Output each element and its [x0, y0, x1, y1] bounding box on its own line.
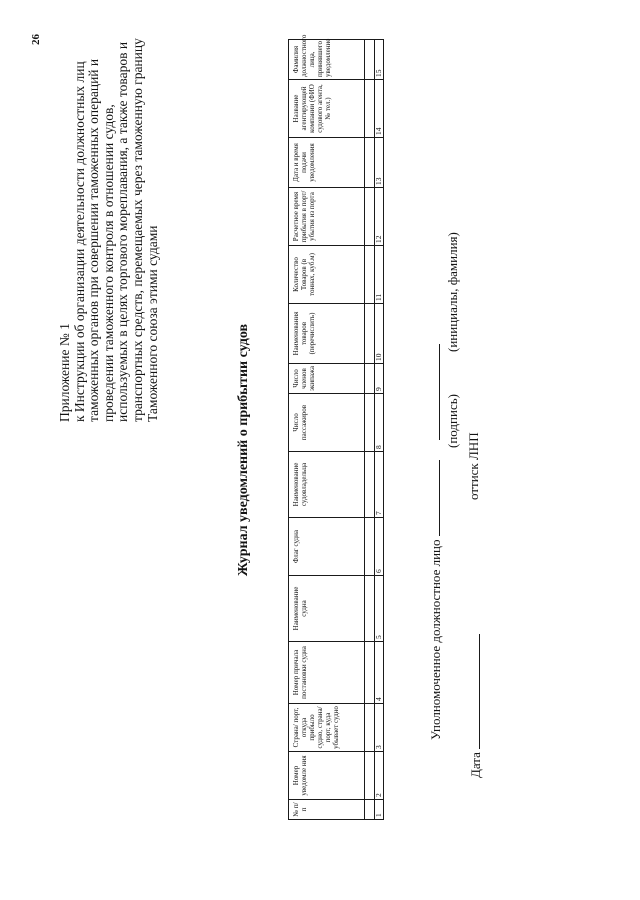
date-blank [468, 634, 480, 749]
column-header: Номер причала постановки судна [289, 642, 365, 704]
column-number-row [375, 40, 384, 820]
table-cell [365, 394, 375, 452]
column-header: Флаг судна [289, 518, 365, 576]
table-row [365, 40, 375, 820]
column-header: Дата и время подачи уведомления [289, 138, 365, 188]
appendix-line: Таможенного союза этими судами [144, 225, 160, 422]
name-caption: (инициалы, фамилия) [445, 232, 460, 352]
date-line [468, 634, 484, 778]
appendix-line: к Инструкции об организации деятельности должностных лиц [71, 61, 87, 422]
appendix-line: транспортных средств, перемещаемых через таможенную границу [129, 38, 145, 422]
column-number: 6 [375, 518, 384, 576]
column-header: Наименование судна [289, 576, 365, 642]
appendix-block [58, 38, 160, 422]
column-header: Число членов экипажа [289, 364, 365, 394]
column-number: 1 [375, 800, 384, 820]
column-header: Фамилия должностного лица, принявшего уведомление [289, 40, 365, 80]
table-cell [365, 246, 375, 304]
table-cell [365, 364, 375, 394]
column-number: 10 [375, 304, 384, 364]
appendix-line: таможенных органов при совершении таможенных операций и [86, 58, 102, 422]
column-number: 15 [375, 40, 384, 80]
table-cell [365, 752, 375, 800]
column-header: Номер уведомле ния [289, 752, 365, 800]
column-number: 12 [375, 188, 384, 246]
table-cell [365, 304, 375, 364]
table-cell [365, 576, 375, 642]
official-label: Уполномоченное должностное лицо [428, 539, 443, 740]
table-cell [365, 518, 375, 576]
table-cell [365, 80, 375, 138]
name-blank [428, 344, 440, 440]
table-header-row [289, 40, 365, 820]
table-cell [365, 704, 375, 752]
signature-line [428, 344, 444, 740]
column-number: 14 [375, 80, 384, 138]
appendix-line: Приложение № 1 [57, 323, 72, 422]
stamp-label: оттиск ЛНП [466, 432, 481, 500]
column-number: 4 [375, 642, 384, 704]
appendix-line: используемых в целях торгового мореплавания, а также товаров и [115, 41, 131, 422]
table-cell [365, 452, 375, 518]
column-header: Число пассажиров [289, 394, 365, 452]
table-cell [365, 800, 375, 820]
column-header: № п/п [289, 800, 365, 820]
column-header: Расчетное время прибытия в порт/ убытия из порта [289, 188, 365, 246]
journal-title: Журнал уведомлений о прибытии судов [236, 323, 251, 577]
column-header: Наименование судовладельца [289, 452, 365, 518]
table-cell [365, 642, 375, 704]
date-label: Дата [468, 752, 483, 778]
appendix-line: проведении таможенного контроля в отношении судов, [100, 104, 116, 422]
signature-caption: (подпись) [445, 394, 460, 448]
column-number: 11 [375, 246, 384, 304]
column-number: 2 [375, 752, 384, 800]
column-header: Название агентирующей компании (ФИО судового агента, № тел.) [289, 80, 365, 138]
column-number: 5 [375, 576, 384, 642]
column-number: 13 [375, 138, 384, 188]
column-number: 3 [375, 704, 384, 752]
signature-blank [428, 460, 440, 536]
column-header: Наименования товаров (перечислить) [289, 304, 365, 364]
page-number: 26 [30, 34, 42, 45]
journal-table [288, 34, 384, 820]
column-header: Страна/ порт, откуда прибыло судно, страна/ порт, куда убывает судно [289, 704, 365, 752]
table-cell [365, 138, 375, 188]
column-number: 8 [375, 394, 384, 452]
spacer [429, 443, 440, 457]
column-number: 7 [375, 452, 384, 518]
column-header: Количество Товаров (в тоннах, куб.м) [289, 246, 365, 304]
table-cell [365, 40, 375, 80]
column-number: 9 [375, 364, 384, 394]
table-cell [365, 188, 375, 246]
